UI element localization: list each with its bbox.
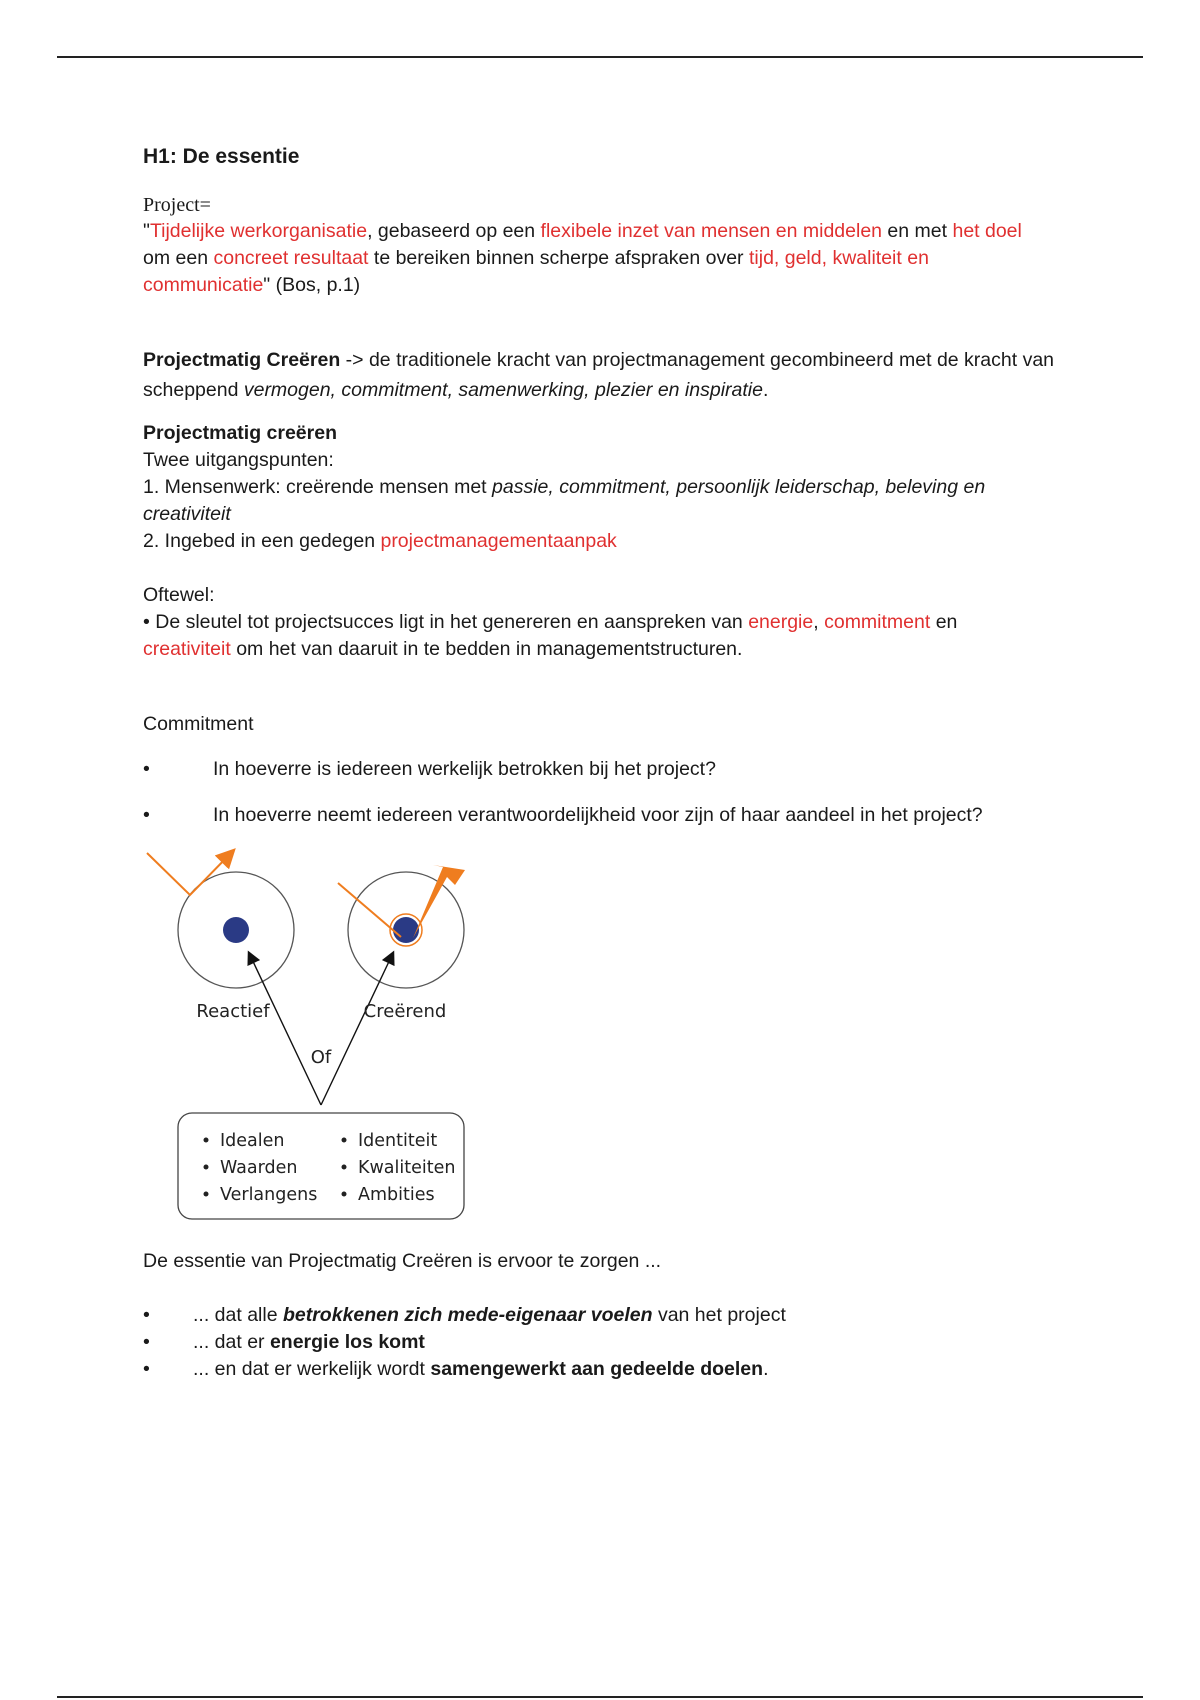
commitment-diagram xyxy=(143,845,483,1230)
reactief-arrow xyxy=(147,851,233,895)
right-pointer xyxy=(321,953,393,1105)
values-list-left xyxy=(204,1131,318,1205)
project-definition: "Tijdelijke werkorganisatie, gebaseerd op een flexibele inzet van mensen en middelen en met het doel om een concreet resultaat te bereiken binnen scherpe afspraken over tijd, geld, kwaliteit en communicatie" (Bos, p.1) xyxy=(143,220,1022,296)
uitgang-title: Projectmatig creëren xyxy=(143,422,338,444)
def-term-1: Tijdelijke werkorganisatie xyxy=(149,220,368,242)
commitment-label: Commitment xyxy=(143,713,254,735)
list-item: Waarden xyxy=(220,1158,298,1178)
def-term-4: concreet resultaat xyxy=(213,247,369,269)
label-of: Of xyxy=(310,1047,332,1068)
pc-title: Projectmatig Creëren xyxy=(143,349,341,371)
values-list-right xyxy=(342,1131,456,1205)
oftewel-text: • De sleutel tot projectsucces ligt in het genereren en aanspreken van energie, commitment en creativiteit om het van daaruit in te bedden in managementstructuren. xyxy=(143,611,958,660)
project-label: Project= xyxy=(143,194,211,216)
label-creerend: Creërend xyxy=(363,1001,447,1022)
list-item: Identiteit xyxy=(358,1131,438,1151)
essentie-intro: De essentie van Projectmatig Creëren is ervoor te zorgen ... xyxy=(143,1250,662,1272)
list-item: Ambities xyxy=(358,1185,435,1205)
list-item: Kwaliteiten xyxy=(358,1158,456,1178)
list-item: Idealen xyxy=(220,1131,285,1151)
uitgang-intro: Twee uitgangspunten: xyxy=(143,449,334,471)
pc-paragraph: Projectmatig Creëren -> de traditionele kracht van projectmanagement gecombineerd met de kracht van scheppend vermogen, commitment, samenwerking, plezier en inspiratie. xyxy=(143,349,1055,401)
uitgang-item-2: 2. Ingebed in een gedegen projectmanagementaanpak xyxy=(143,530,617,552)
reactief-core xyxy=(223,917,249,943)
left-pointer xyxy=(249,953,321,1105)
bottom-rule xyxy=(57,1696,1143,1698)
def-term-2: flexibele inzet van mensen en middelen xyxy=(540,220,883,242)
top-rule xyxy=(57,56,1143,58)
creerend-core xyxy=(393,917,419,943)
page-title: H1: De essentie xyxy=(143,145,300,168)
list-item: Verlangens xyxy=(220,1185,318,1205)
def-term-5: tijd, geld, kwaliteit en communicatie xyxy=(143,247,929,296)
oftewel-label: Oftewel: xyxy=(143,584,215,606)
def-term-3: het doel xyxy=(952,220,1022,242)
uitgang-item-1: 1. Mensenwerk: creërende mensen met passie, commitment, persoonlijk leiderschap, beleving en creativiteit xyxy=(143,476,986,525)
label-reactief: Reactief xyxy=(196,1001,270,1022)
